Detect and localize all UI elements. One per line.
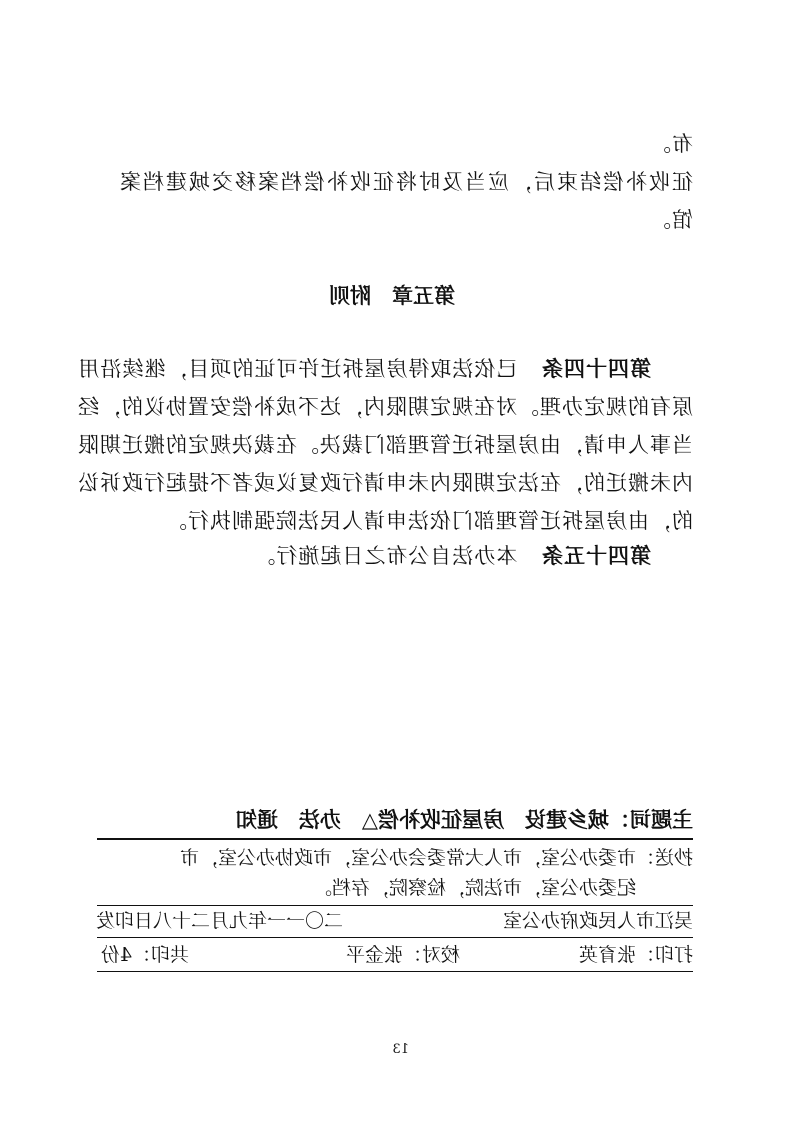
article-44-text-1: 已依法取得房屋拆迁许可证的项目，继续沿用: [77, 357, 518, 381]
keywords-line: [236, 806, 693, 834]
print-info-divider: [97, 971, 693, 972]
distribution-line-1: [180, 845, 693, 871]
article-45-label: 第四十五条: [541, 543, 651, 568]
keywords-label: 主题词：: [609, 807, 693, 832]
chapter-title: 第五章 附则: [329, 283, 455, 308]
article-44-line-3: 当事人申请，由房屋拆迁管理部门裁决。在裁决规定的搬迁期限: [77, 433, 693, 457]
proofreader: 校对：张金平: [345, 944, 460, 966]
article-45-line: [253, 542, 651, 570]
article-44-label: 第四十四条: [541, 356, 651, 381]
prev-article-tail-line-1: 布。: [649, 132, 693, 156]
keywords-terms: 城乡建设 房屋征收补偿△ 办法 通知: [235, 807, 609, 832]
issuing-office: 吴江市人民政府办公室: [502, 910, 693, 932]
article-44-line-5: 的，由房屋拆迁管理部门依法申请人民法院强制执行。: [165, 509, 693, 533]
article-45-text: 本办法自公布之日起施行。: [253, 544, 518, 568]
page-number: 13: [392, 1042, 409, 1057]
issue-date: 二〇一一年九月二十八日印发: [95, 910, 343, 932]
distribution-divider: [97, 905, 693, 906]
article-44-line-2: 原有的规定办理。对在规定期限内，达不成补偿安置协议的，经: [77, 395, 693, 419]
distribution-text-1: 市委办公室，市人大常委会办公室，市政协办公室，市: [179, 847, 636, 869]
prev-article-tail-line-2: 征收补偿结束后，应当及时将征收补偿档案移交城建档案: [118, 170, 693, 194]
issuer-divider: [97, 937, 693, 938]
article-44-line-4: 内未搬迁的，在法定期限内未申请行政复议或者不提起行政诉讼: [77, 471, 693, 495]
copies-printed: 共印：4份: [100, 944, 189, 966]
distribution-line-2: 纪委办公室，市法院，检察院，存档。: [312, 877, 636, 899]
keywords-divider: [97, 838, 693, 840]
distribution-label: 抄送：: [635, 847, 693, 869]
typist: 打印：张育英: [578, 944, 693, 966]
article-44-line-1: [77, 355, 651, 383]
prev-article-tail-line-3: 馆。: [649, 208, 693, 232]
